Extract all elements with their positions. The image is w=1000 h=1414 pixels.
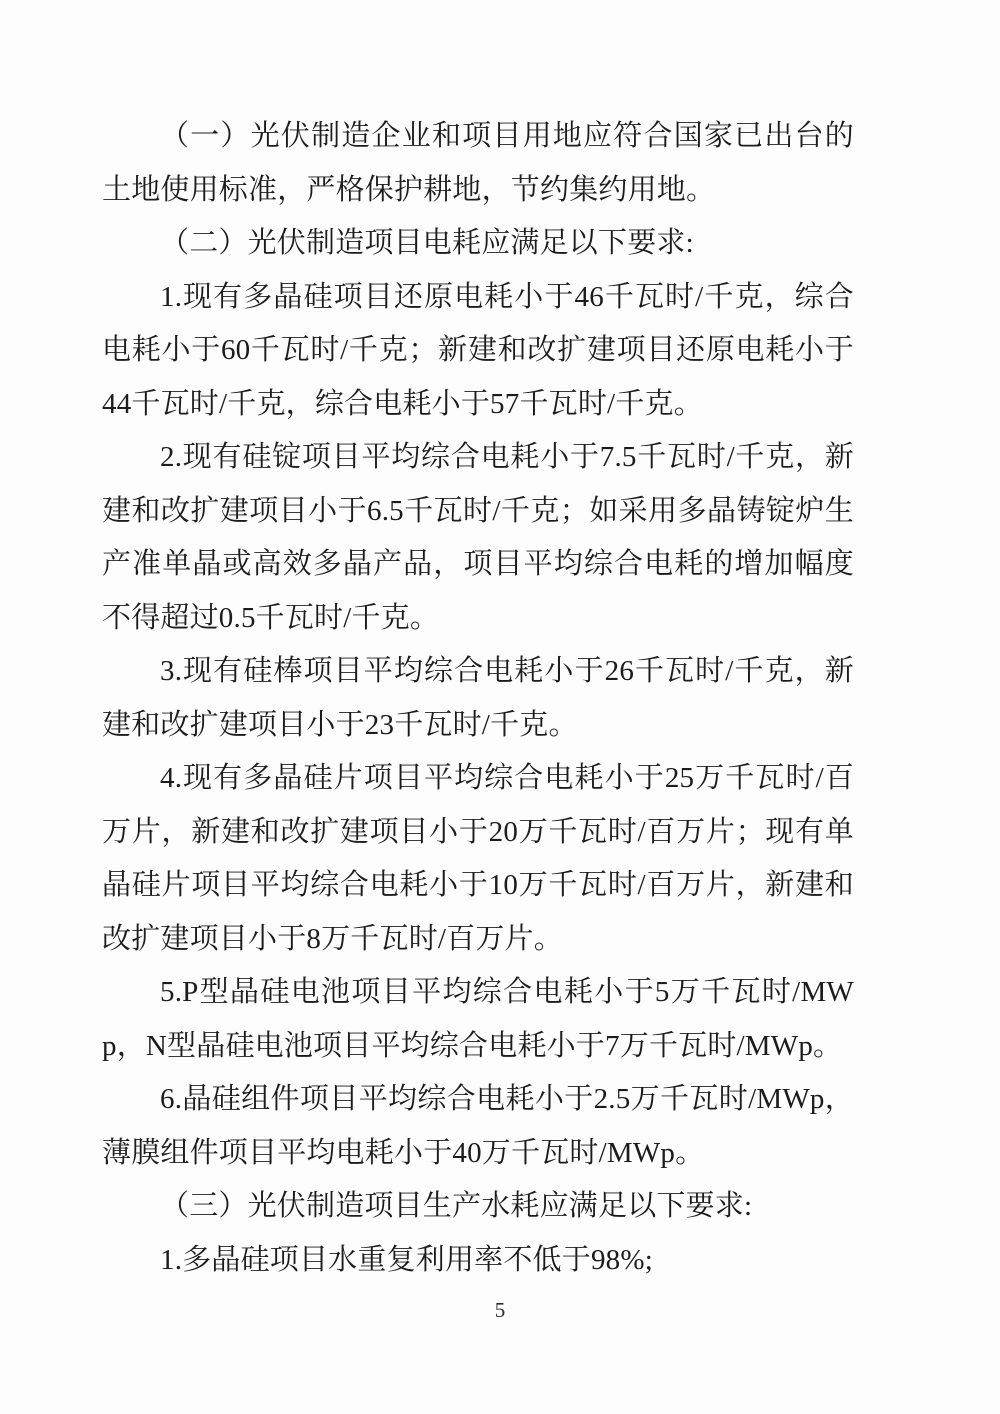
document-body <box>102 110 854 1287</box>
paragraph: 2.现有硅锭项目平均综合电耗小于7.5千瓦时/千克，新建和改扩建项目小于6.5千瓦时/千克；如采用多晶铸锭炉生产准单晶或高效多晶产品，项目平均综合电耗的增加幅度不得超过0.5千瓦时/千克。 <box>102 441 854 634</box>
page-number: 5 <box>494 1298 506 1322</box>
paragraph: 3.现有硅棒项目平均综合电耗小于26千瓦时/千克，新建和改扩建项目小于23千瓦时/千克。 <box>102 655 854 741</box>
paragraph: （二）光伏制造项目电耗应满足以下要求: <box>160 227 694 259</box>
paragraph: 6.晶硅组件项目平均综合电耗小于2.5万千瓦时/MWp，薄膜组件项目平均电耗小于40万千瓦时/MWp。 <box>102 1083 854 1169</box>
paragraph: 4.现有多晶硅片项目平均综合电耗小于25万千瓦时/百万片，新建和改扩建项目小于20万千瓦时/百万片；现有单晶硅片项目平均综合电耗小于10万千瓦时/百万片，新建和改扩建项目小于8万千瓦时/百万片。 <box>102 762 854 955</box>
paragraph: 1.多晶硅项目水重复利用率不低于98%; <box>160 1243 653 1276</box>
paragraph: 5.P型晶硅电池项目平均综合电耗小于5万千瓦时/MWp，N型晶硅电池项目平均综合电耗小于7万千瓦时/MWp。 <box>102 976 854 1062</box>
paragraph: （三）光伏制造项目生产水耗应满足以下要求: <box>160 1190 753 1222</box>
paragraph: 1.现有多晶硅项目还原电耗小于46千瓦时/千克，综合电耗小于60千瓦时/千克；新建和改扩建项目还原电耗小于44千瓦时/千克，综合电耗小于57千瓦时/千克。 <box>102 280 854 420</box>
paragraph: （一）光伏制造企业和项目用地应符合国家已出台的土地使用标准，严格保护耕地，节约集约用地。 <box>102 120 854 206</box>
